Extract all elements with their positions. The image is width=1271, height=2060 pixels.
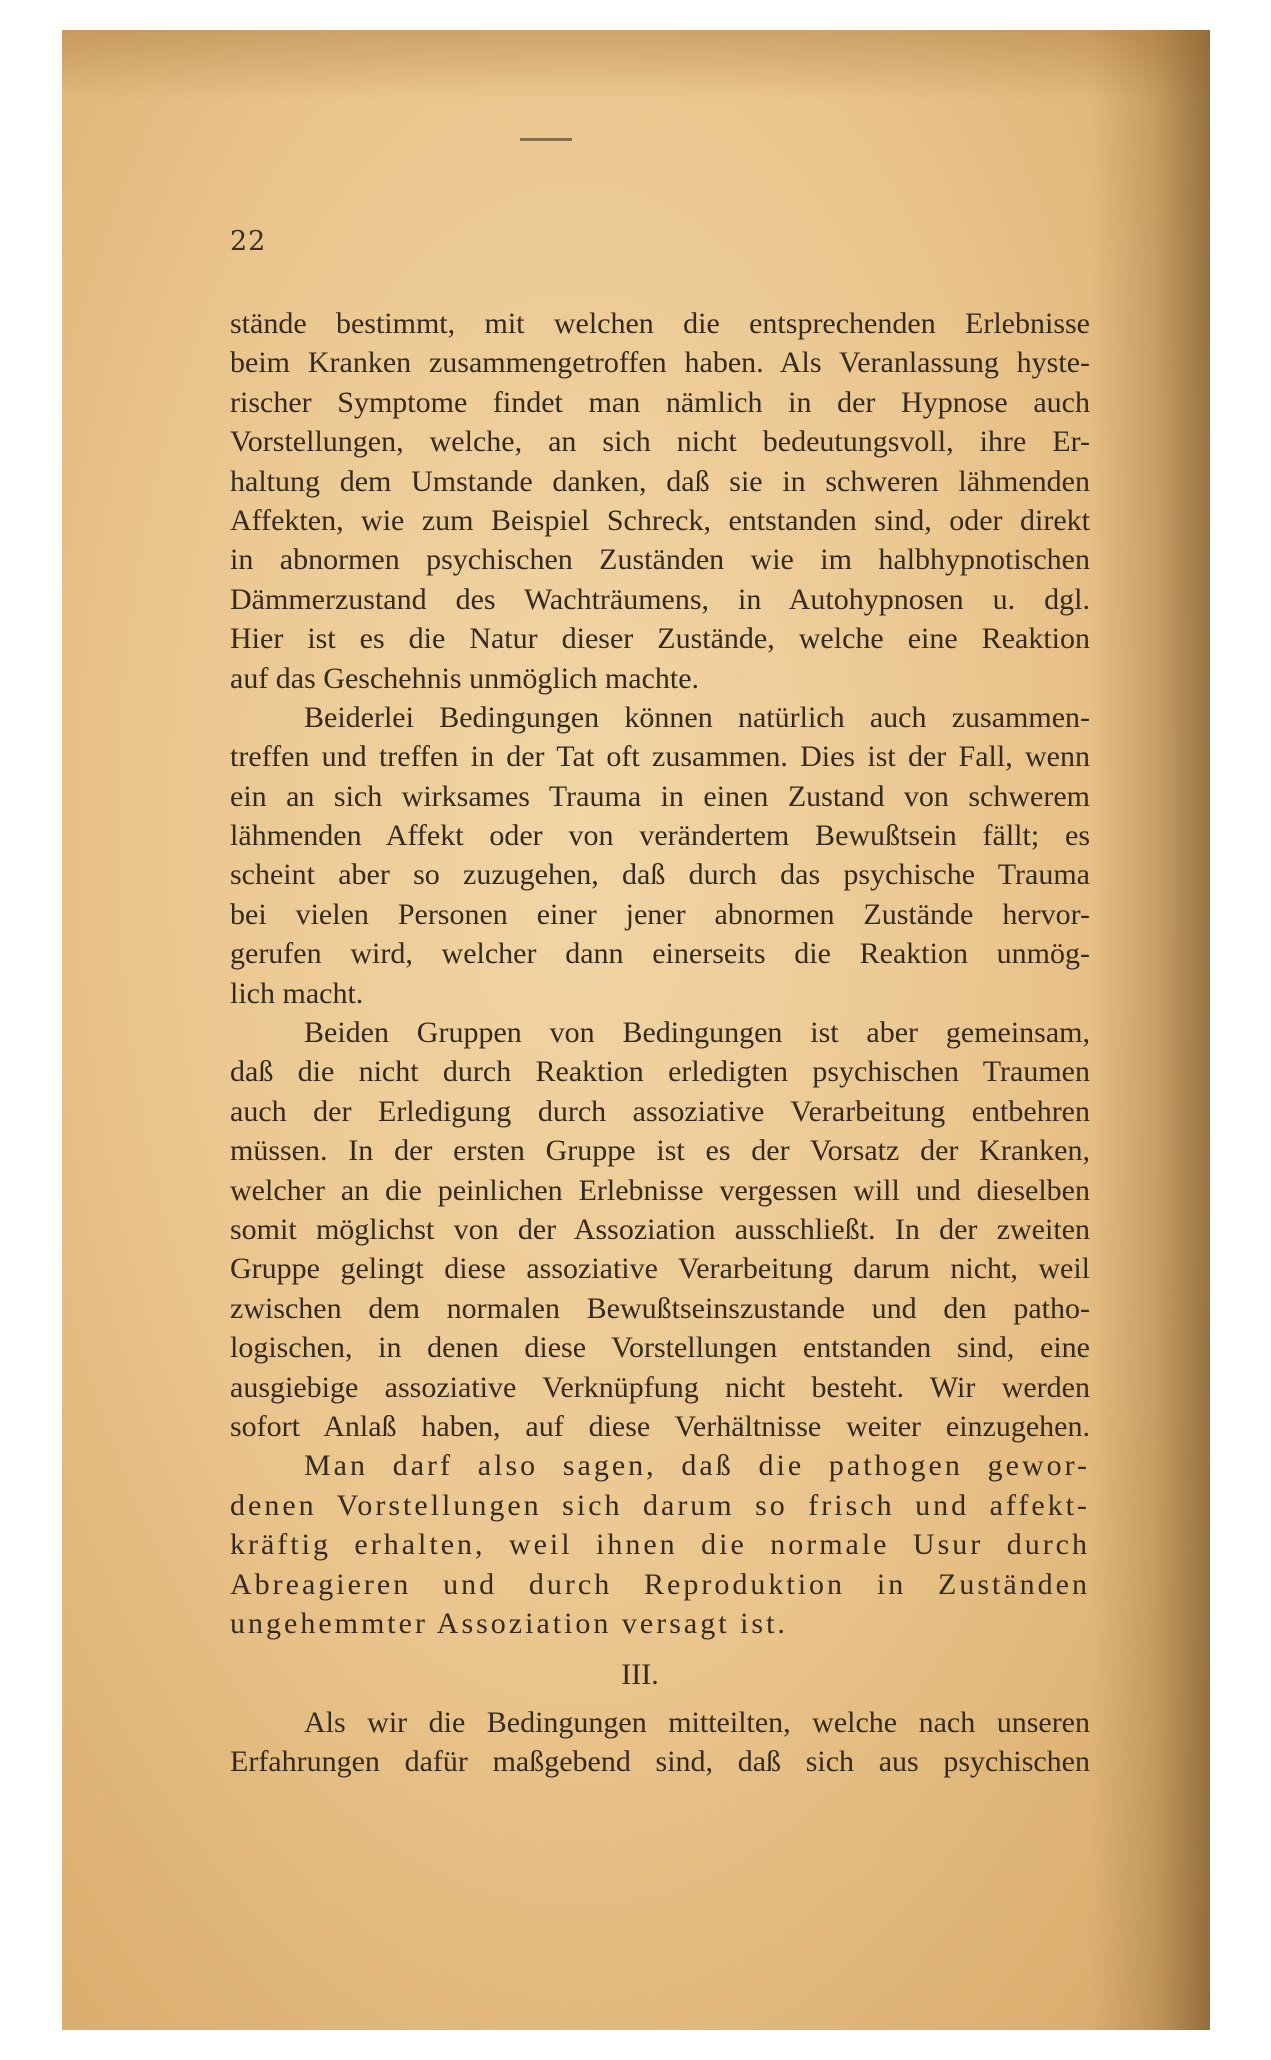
paragraph-5 [230, 1703, 1090, 1782]
book-page [62, 30, 1210, 2030]
text-line: auch der Erledigung durch assoziative Verarbeitung entbehren [230, 1094, 1090, 1128]
text-line: auf das Geschehnis unmöglich machte. [230, 661, 700, 695]
text-line: gerufen wird, welcher dann einerseits die Reaktion unmög- [230, 937, 1090, 971]
page-number: 22 [230, 226, 267, 257]
text-line: zwischen dem normalen Bewußtseinszustande und den patho- [230, 1291, 1090, 1325]
text-line: Beiderlei Bedingungen können natürlich auch zusammen- [304, 700, 1090, 734]
text-line: treffen und treffen in der Tat oft zusammen. Dies ist der Fall, wenn [230, 740, 1090, 774]
text-line: haltung dem Umstande danken, daß sie in schweren lähmenden [230, 464, 1090, 498]
paragraph-1 [230, 304, 1090, 698]
section-heading: III. [621, 1658, 659, 1692]
text-line: Gruppe gelingt diese assoziative Verarbeitung darum nicht, weil [230, 1252, 1090, 1286]
text-line: denen Vorstellungen sich darum so frisch und affekt- [230, 1488, 1090, 1522]
text-line: Vorstellungen, welche, an sich nicht bedeutungsvoll, ihre Er- [230, 425, 1090, 459]
text-line: sofort Anlaß haben, auf diese Verhältnisse weiter einzugehen. [230, 1409, 1090, 1443]
paragraph-4-emphasized [230, 1446, 1090, 1643]
header-rule [520, 138, 572, 141]
text-line: lähmenden Affekt oder von verändertem Bewußtsein fällt; es [230, 819, 1090, 853]
text-line: rischer Symptome findet man nämlich in der Hypnose auch [230, 385, 1090, 419]
text-line: Beiden Gruppen von Bedingungen ist aber gemeinsam, [304, 1016, 1090, 1050]
text-line: daß die nicht durch Reaktion erledigten psychischen Traumen [230, 1055, 1090, 1089]
text-line: kräftig erhalten, weil ihnen die normale Usur durch [230, 1528, 1090, 1562]
text-line: beim Kranken zusammengetroffen haben. Als Veranlassung hyste- [230, 346, 1090, 380]
paragraph-2 [230, 698, 1090, 1013]
text-line: ein an sich wirksames Trauma in einen Zustand von schwerem [230, 779, 1090, 813]
text-line: stände bestimmt, mit welchen die entsprechenden Erlebnisse [230, 307, 1090, 340]
body-text [230, 304, 1090, 1781]
text-line: Als wir die Bedingungen mitteilten, welche nach unseren [304, 1705, 1090, 1739]
text-line: scheint aber so zuzugehen, daß durch das psychische Trauma [230, 858, 1090, 892]
text-line: lich macht. [230, 976, 364, 1010]
paragraph-3 [230, 1013, 1090, 1446]
text-line: logischen, in denen diese Vorstellungen entstanden sind, eine [230, 1331, 1090, 1365]
text-line: bei vielen Personen einer jener abnormen Zustände hervor- [230, 897, 1090, 931]
text-line: in abnormen psychischen Zuständen wie im halbhypnotischen [230, 543, 1090, 577]
text-line: Abreagieren und durch Reproduktion in Zuständen [230, 1567, 1090, 1601]
text-line: ausgiebige assoziative Verknüpfung nicht besteht. Wir werden [230, 1370, 1090, 1404]
text-line: Hier ist es die Natur dieser Zustände, welche eine Reaktion [230, 622, 1090, 656]
text-line: welcher an die peinlichen Erlebnisse vergessen will und dieselben [230, 1173, 1090, 1207]
text-line: ungehemmter Assoziation versagt ist. [230, 1606, 788, 1640]
text-line: müssen. In der ersten Gruppe ist es der Vorsatz der Kranken, [230, 1134, 1090, 1168]
text-line: somit möglichst von der Assoziation ausschließt. In der zweiten [230, 1212, 1090, 1246]
text-line: Affekten, wie zum Beispiel Schreck, entstanden sind, oder direkt [230, 503, 1090, 537]
text-line: Dämmerzustand des Wachträumens, in Autohypnosen u. dgl. [230, 582, 1090, 616]
text-line: Erfahrungen dafür maßgebend sind, daß sich aus psychischen [230, 1745, 1090, 1779]
text-line: Man darf also sagen, daß die pathogen gewor- [304, 1449, 1090, 1483]
